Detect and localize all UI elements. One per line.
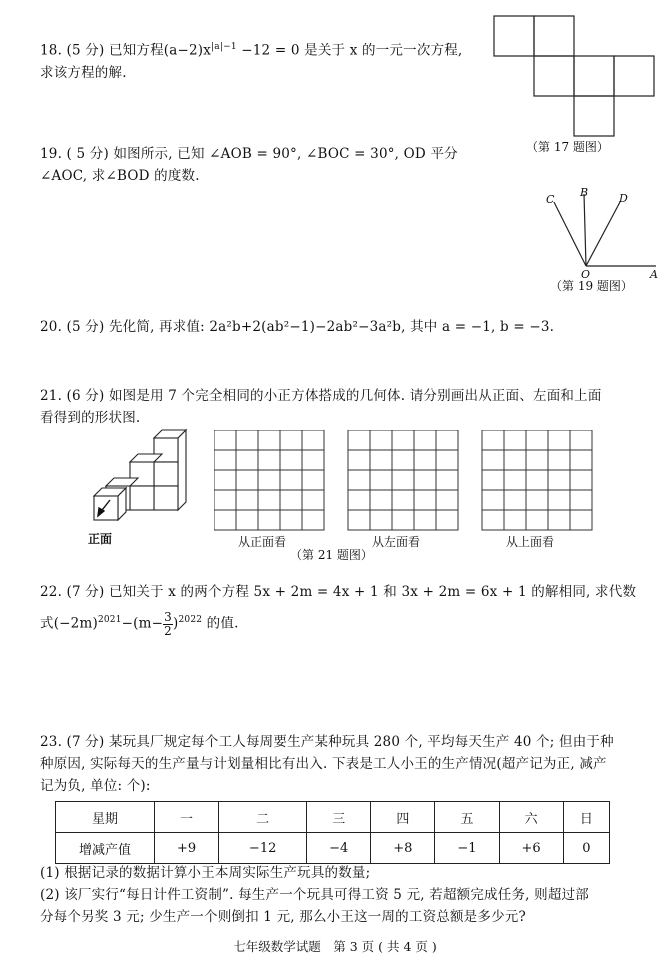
net-square bbox=[494, 16, 534, 56]
table-cell: 星期 bbox=[56, 802, 155, 833]
question-20: 20. (5 分) 先化简, 再求值: 2a²b+2(ab²−1)−2ab²−3a²b, 其中 a = −1, b = −3. bbox=[40, 319, 555, 335]
net-square bbox=[574, 96, 614, 136]
q21-line1: 21. (6 分) 如图是用 7 个完全相同的小正方体搭成的几何体. 请分别画出从正面、左面和上面 bbox=[40, 388, 602, 404]
table-row bbox=[56, 833, 610, 864]
table-cell: +6 bbox=[499, 833, 563, 864]
table-cell: +8 bbox=[371, 833, 435, 864]
figure-19-caption: （第 19 题图） bbox=[550, 279, 633, 293]
cube-face bbox=[130, 486, 154, 510]
question-18 bbox=[40, 36, 485, 84]
table-cell: 六 bbox=[499, 802, 563, 833]
cube-side bbox=[178, 430, 186, 510]
front-label: 正面 bbox=[88, 532, 113, 546]
q22-line1: 22. (7 分) 已知关于 x 的两个方程 5x + 2m = 4x + 1 和 3x + 2m = 6x + 1 的解相同, 求代数 bbox=[40, 584, 637, 600]
table-cell: 一 bbox=[155, 802, 219, 833]
page-footer: 七年级数学试题 第 3 页 ( 共 4 页 ) bbox=[233, 939, 437, 954]
grid-left-view bbox=[348, 430, 458, 530]
point-b-label: B bbox=[580, 186, 589, 199]
net-square bbox=[614, 56, 654, 96]
ray-od bbox=[586, 202, 620, 266]
figure-21-caption: （第 21 题图） bbox=[290, 548, 373, 562]
question-22 bbox=[40, 581, 660, 638]
grid-front-label: 从正面看 bbox=[238, 535, 287, 549]
cube-face bbox=[154, 462, 178, 486]
table-cell: 三 bbox=[307, 802, 371, 833]
grid-top-view bbox=[482, 430, 592, 530]
figure-17-caption: （第 17 题图） bbox=[526, 140, 609, 154]
q19-line1: 19. ( 5 分) 如图所示, 已知 ∠AOB = 90°, ∠BOC = 30°, OD 平分 bbox=[40, 146, 458, 162]
grid-front-view bbox=[214, 430, 324, 530]
figure-19-angles bbox=[540, 186, 665, 281]
q23-line3: 记为负, 单位: 个): bbox=[40, 778, 151, 794]
q21-line2: 看得到的形状图. bbox=[40, 410, 141, 426]
q19-line2: ∠AOC, 求∠BOD 的度数. bbox=[40, 168, 200, 184]
table-cell: −12 bbox=[219, 833, 307, 864]
table-cell: 日 bbox=[563, 802, 609, 833]
table-cell: −4 bbox=[307, 833, 371, 864]
answer-grids bbox=[214, 430, 664, 532]
q18-line2: 求该方程的解. bbox=[40, 64, 127, 81]
figure-17-cube-net bbox=[490, 14, 660, 156]
table-cell: 五 bbox=[435, 802, 499, 833]
q23-line2: 种原因, 实际每天的生产量与计划量相比有出入. 下表是工人小王的生产情况(超产记为正, 减产 bbox=[40, 756, 607, 772]
net-square bbox=[574, 56, 614, 96]
question-19 bbox=[40, 143, 490, 187]
table-cell: +9 bbox=[155, 833, 219, 864]
question-23-subparts bbox=[40, 862, 662, 928]
grid-left-label: 从左面看 bbox=[372, 535, 421, 549]
table-cell: −1 bbox=[435, 833, 499, 864]
point-o-label: O bbox=[581, 268, 591, 281]
point-c-label: C bbox=[546, 193, 555, 206]
q23-line1: 23. (7 分) 某玩具厂规定每个工人每周要生产某种玩具 280 个, 平均每天生产 40 个; 但由于种 bbox=[40, 734, 614, 750]
table-cell: 增减产值 bbox=[56, 833, 155, 864]
q23-sub2b: 分每个另奖 3 元; 少生产一个则倒扣 1 元, 那么小王这一周的工资总额是多少元? bbox=[40, 909, 526, 925]
table-header-row bbox=[56, 802, 610, 833]
question-23 bbox=[40, 731, 662, 797]
question-21 bbox=[40, 385, 660, 429]
table-cell: 0 bbox=[563, 833, 609, 864]
q23-sub2a: (2) 该厂实行“每日计件工资制”. 每生产一个玩具可得工资 5 元, 若超额完成任务, 则超过部 bbox=[40, 887, 589, 903]
net-square bbox=[534, 56, 574, 96]
point-d-label: D bbox=[619, 192, 628, 205]
production-table bbox=[55, 801, 610, 864]
net-square bbox=[534, 16, 574, 56]
fraction-three-halves: $\frac{3}{2}$ bbox=[164, 609, 172, 638]
table-cell: 四 bbox=[371, 802, 435, 833]
ray-ob bbox=[584, 194, 586, 266]
q22-line2: 式$(-2m)^{2021}-(m-$ $\frac{3}{2}$ )$^{2022}$ 的值. bbox=[40, 609, 239, 638]
figure-21-cube-stack bbox=[82, 426, 197, 534]
q18-line1: 18. (5 分) 已知方程$(a-2)x^{|a|-1} -12 = 0$ 是关于 x 的一元一次方程, bbox=[40, 42, 463, 59]
table-cell: 二 bbox=[219, 802, 307, 833]
q23-sub1: (1) 根据记录的数据计算小王本周实际生产玩具的数量; bbox=[40, 865, 371, 881]
grid-top-label: 从上面看 bbox=[506, 535, 555, 549]
cube-face bbox=[154, 486, 178, 510]
ray-oc bbox=[554, 202, 586, 266]
point-a-label: A bbox=[650, 268, 658, 281]
